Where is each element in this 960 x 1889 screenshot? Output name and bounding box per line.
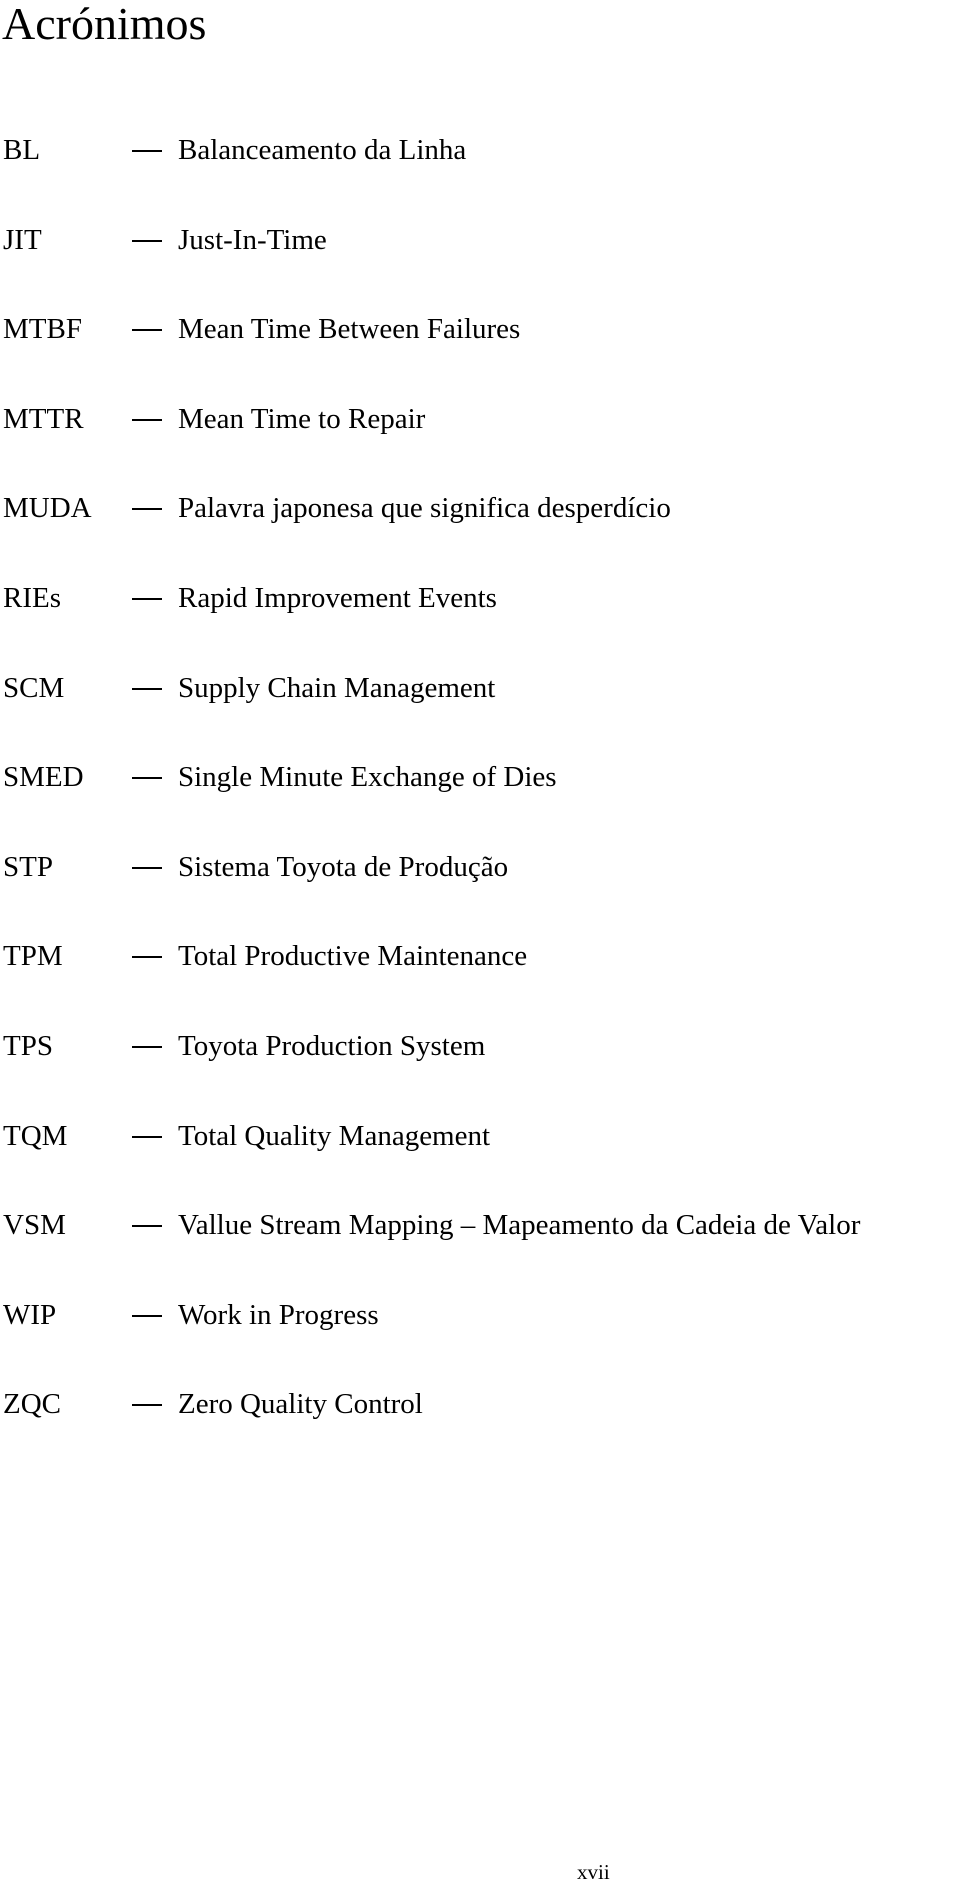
- acronym-definition: Total Productive Maintenance: [178, 940, 528, 973]
- acronym-abbr: SCM: [3, 671, 65, 704]
- dash-separator: [132, 777, 162, 779]
- dash-separator: [132, 1315, 162, 1317]
- acronym-definition: Sistema Toyota de Produção: [178, 850, 509, 883]
- acronym-definition: Toyota Production System: [178, 1029, 486, 1062]
- acronym-row-mttr: [0, 399, 960, 489]
- acronym-row-smed: [0, 757, 960, 847]
- dash-separator: [132, 867, 162, 869]
- dash-separator: [132, 1404, 162, 1406]
- acronym-row-zqc: [0, 1384, 960, 1474]
- dash-separator: [132, 508, 162, 510]
- acronym-definition: Single Minute Exchange of Dies: [178, 761, 557, 794]
- acronym-row-wip: [0, 1295, 960, 1385]
- dash-separator: [132, 240, 162, 242]
- dash-separator: [132, 1136, 162, 1138]
- page-title: Acrónimos: [2, 0, 207, 49]
- acronym-abbr: BL: [3, 134, 41, 166]
- acronym-abbr: ZQC: [3, 1388, 61, 1421]
- dash-separator: [132, 956, 162, 958]
- acronym-definition: Rapid Improvement Events: [178, 581, 497, 614]
- dash-separator: [132, 1225, 162, 1227]
- acronym-abbr: STP: [3, 850, 53, 883]
- acronym-abbr: WIP: [3, 1298, 57, 1331]
- acronym-abbr: TPM: [3, 940, 63, 973]
- acronym-abbr: SMED: [3, 761, 84, 794]
- acronym-row-muda: [0, 488, 960, 578]
- acronym-abbr: VSM: [3, 1209, 66, 1242]
- acronym-row-tps: [0, 1026, 960, 1116]
- acronym-definition: Balanceamento da Linha: [178, 134, 467, 166]
- acronym-abbr: TPS: [3, 1029, 53, 1062]
- page-number: xvii: [577, 1860, 610, 1884]
- dash-separator: [132, 150, 162, 152]
- acronym-row-tpm: [0, 936, 960, 1026]
- acronym-list: [0, 130, 960, 1474]
- acronym-row-vsm: [0, 1205, 960, 1295]
- acronym-abbr: RIEs: [3, 581, 61, 614]
- acronym-definition: Mean Time Between Failures: [178, 313, 521, 346]
- acronym-definition: Work in Progress: [178, 1298, 379, 1331]
- acronym-abbr: MUDA: [3, 492, 92, 525]
- dash-separator: [132, 329, 162, 331]
- acronym-abbr: MTBF: [3, 313, 82, 346]
- acronym-row-scm: [0, 668, 960, 758]
- acronym-abbr: TQM: [3, 1119, 68, 1152]
- acronym-definition: Just-In-Time: [178, 223, 327, 256]
- acronym-row-bl: [0, 130, 960, 220]
- acronym-row-tqm: [0, 1116, 960, 1206]
- dash-separator: [132, 688, 162, 690]
- acronym-abbr: JIT: [3, 223, 42, 256]
- acronym-definition: Vallue Stream Mapping – Mapeamento da Cadeia de Valor: [178, 1209, 861, 1242]
- acronym-row-ries: [0, 578, 960, 668]
- acronym-definition: Palavra japonesa que significa desperdício: [178, 492, 671, 525]
- acronym-row-stp: [0, 847, 960, 937]
- acronym-definition: Supply Chain Management: [178, 671, 496, 704]
- acronym-definition: Total Quality Management: [178, 1119, 491, 1152]
- acronym-definition: Zero Quality Control: [178, 1388, 423, 1421]
- acronym-definition: Mean Time to Repair: [178, 402, 426, 435]
- dash-separator: [132, 598, 162, 600]
- dash-separator: [132, 1046, 162, 1048]
- acronym-abbr: MTTR: [3, 402, 84, 435]
- acronym-row-mtbf: [0, 309, 960, 399]
- acronym-row-jit: [0, 220, 960, 310]
- dash-separator: [132, 419, 162, 421]
